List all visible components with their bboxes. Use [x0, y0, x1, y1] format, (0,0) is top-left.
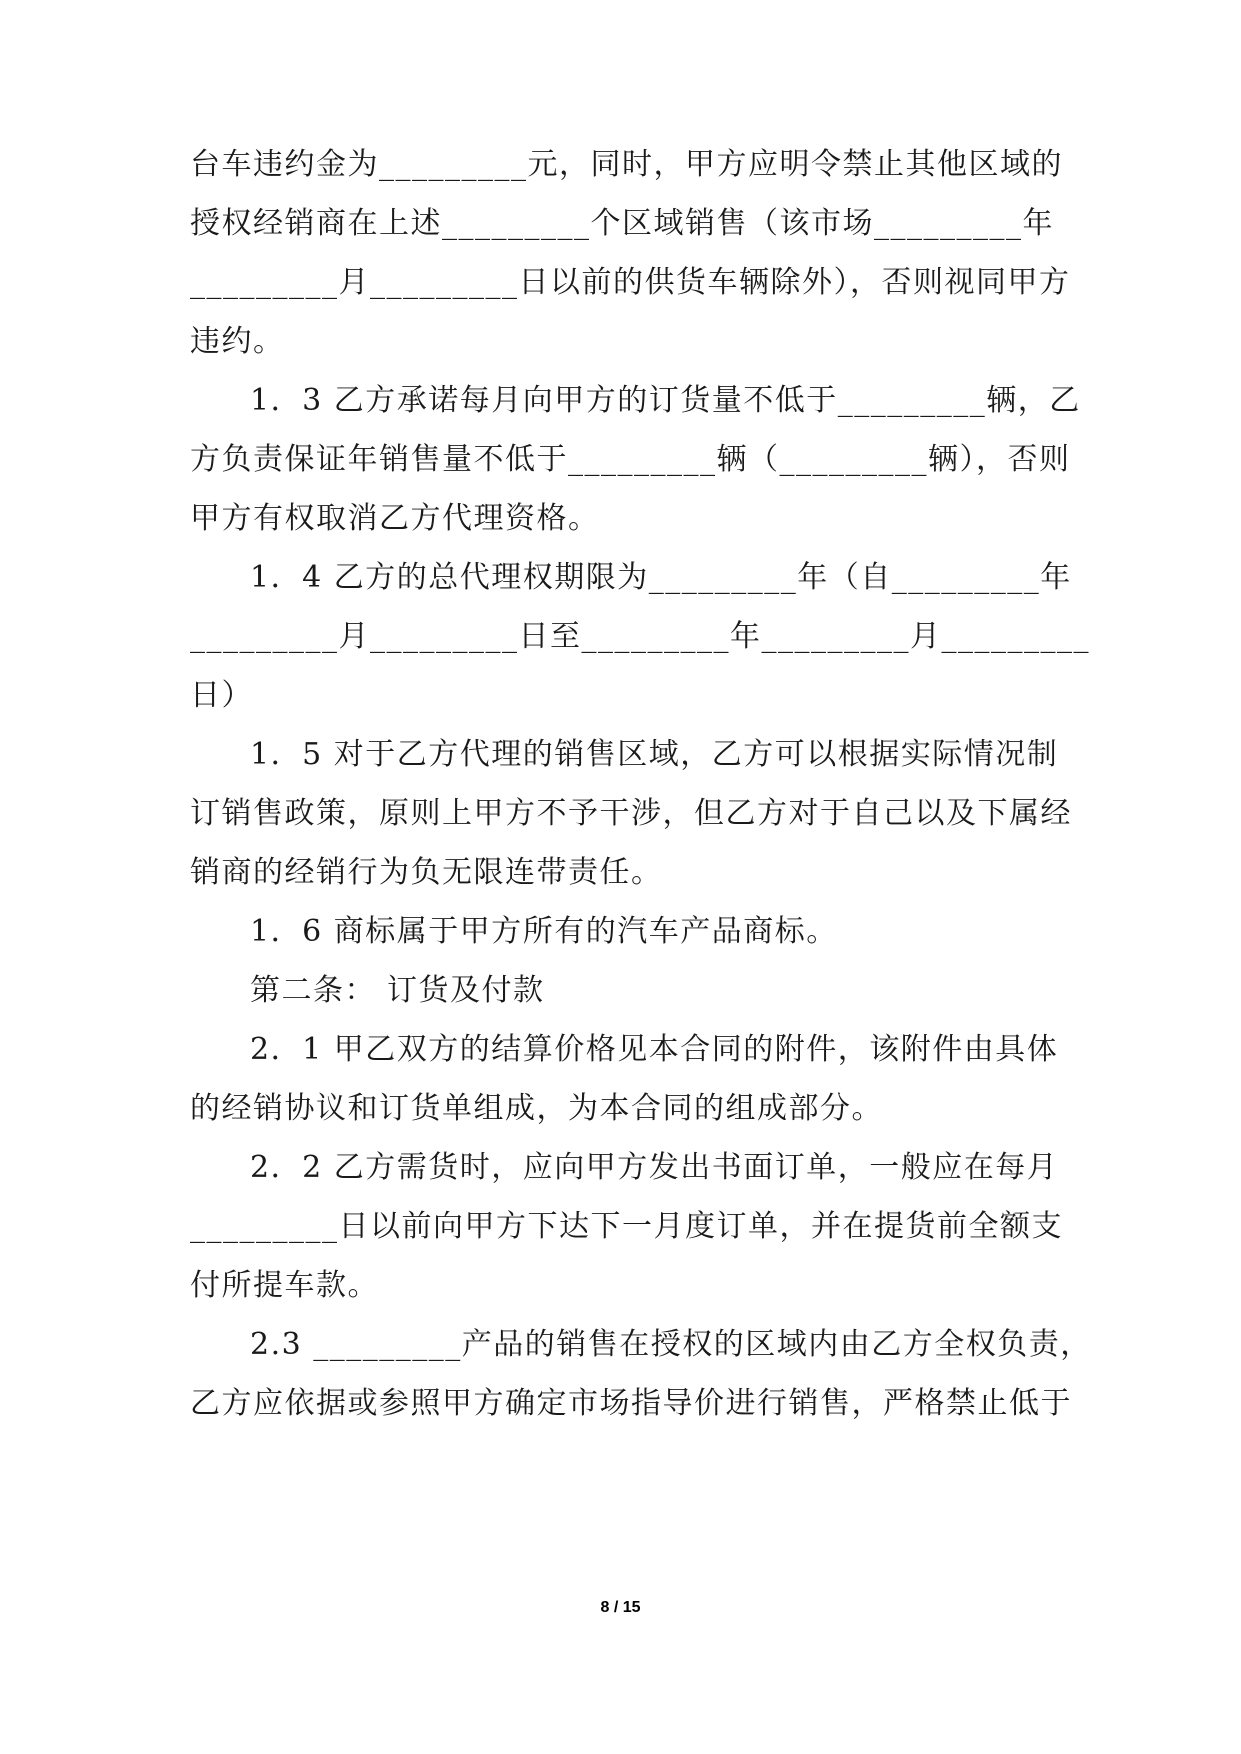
text-line: 1．3 乙方承诺每月向甲方的订货量不低于_________辆，乙 — [250, 383, 1081, 418]
text-line: 甲方有权取消乙方代理资格。 — [190, 501, 600, 536]
page-number: 8 / 15 — [600, 1599, 641, 1616]
text-line: 1．6 商标属于甲方所有的汽车产品商标。 — [250, 914, 838, 949]
text-line: 1．5 对于乙方代理的销售区域，乙方可以根据实际情况制 — [250, 737, 1059, 772]
text-line: 销商的经销行为负无限连带责任。 — [190, 855, 663, 890]
text-line: 违约。 — [190, 324, 285, 359]
text-line: 日） — [190, 678, 253, 713]
text-line: 2．2 乙方需货时，应向甲方发出书面订单，一般应在每月 — [250, 1150, 1059, 1185]
text-line: _________月_________日至_________年_________月_________ — [190, 619, 1090, 654]
text-line: 的经销协议和订货单组成，为本合同的组成部分。 — [190, 1091, 883, 1126]
text-line: 付所提车款。 — [190, 1268, 379, 1303]
text-line: 订销售政策，原则上甲方不予干涉，但乙方对于自己以及下属经 — [190, 796, 1072, 831]
text-line: _________日以前向甲方下达下一月度订单，并在提货前全额支 — [190, 1209, 1063, 1244]
text-line: 台车违约金为_________元，同时，甲方应明令禁止其他区域的 — [190, 147, 1063, 182]
text-line: 方负责保证年销售量不低于_________辆（_________辆），否则 — [190, 442, 1071, 477]
text-line: 2．1 甲乙双方的结算价格见本合同的附件，该附件由具体 — [250, 1032, 1059, 1067]
text-line: 乙方应依据或参照甲方确定市场指导价进行销售，严格禁止低于 — [190, 1386, 1072, 1421]
text-line: 授权经销商在上述_________个区域销售（该市场_________年 — [190, 206, 1054, 241]
text-line: _________月_________日以前的供货车辆除外），否则视同甲方 — [190, 265, 1071, 300]
text-line: 2.3 _________产品的销售在授权的区域内由乙方全权负责， — [250, 1327, 1092, 1362]
section-heading: 第二条： 订货及付款 — [250, 973, 545, 1008]
text-line: 1．4 乙方的总代理权期限为_________年（自_________年 — [250, 560, 1072, 595]
